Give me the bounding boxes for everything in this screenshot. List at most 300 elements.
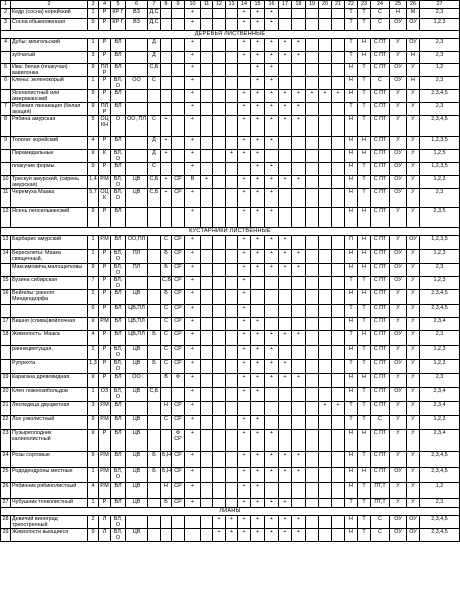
table-cell: У	[390, 430, 407, 452]
table-cell: 9	[1, 137, 11, 150]
table-cell: 1	[88, 236, 99, 250]
table-cell: +	[279, 176, 292, 189]
table-cell	[201, 64, 213, 77]
table-cell: С ПТ	[371, 52, 390, 64]
table-cell: СР	[172, 416, 185, 430]
table-cell	[213, 208, 226, 228]
table-cell: С ПТ	[371, 176, 390, 189]
table-cell	[126, 150, 148, 163]
table-cell: 2,3	[420, 39, 460, 52]
table-cell	[226, 163, 238, 176]
table-cell	[226, 452, 238, 468]
table-cell	[161, 529, 172, 542]
table-cell	[126, 103, 148, 116]
table-cell	[201, 346, 213, 360]
table-cell	[148, 499, 161, 508]
table-cell: +	[279, 468, 292, 483]
table-cell: +	[251, 39, 265, 52]
table-cell	[319, 468, 332, 483]
table-cell: Н	[345, 90, 358, 103]
table-cell: Р	[99, 19, 111, 31]
table-cell: С ПТ	[371, 360, 390, 374]
table-cell	[226, 290, 238, 305]
table-cell: ОУ	[390, 189, 407, 208]
table-cell: У	[390, 208, 407, 228]
table-cell: +	[265, 331, 279, 346]
table-cell: Т	[345, 39, 358, 52]
table-cell: 13	[1, 236, 11, 250]
section-header-row	[1, 228, 460, 236]
table-cell: +	[319, 402, 332, 416]
table-cell	[126, 208, 148, 228]
table-cell	[319, 499, 332, 508]
table-cell: Р.М	[99, 318, 111, 331]
table-cell: +	[185, 39, 201, 52]
table-cell: 11	[1, 189, 11, 208]
table-cell: Р.М	[99, 452, 111, 468]
table-cell: ЦВ	[126, 468, 148, 483]
table-cell: +	[279, 250, 292, 264]
table-row	[1, 483, 460, 499]
table-cell: +	[292, 116, 306, 137]
table-cell: СР	[172, 499, 185, 508]
table-cell: С ПТ	[371, 388, 390, 402]
table-cell	[306, 318, 319, 331]
table-cell: +	[161, 189, 172, 208]
table-cell	[126, 516, 148, 529]
table-cell: 6	[88, 305, 99, 318]
table-cell	[306, 116, 319, 137]
table-cell: КР Г	[111, 9, 126, 19]
table-cell	[292, 208, 306, 228]
table-cell: 2,3,4	[420, 318, 460, 331]
table-row	[1, 264, 460, 277]
table-cell	[319, 305, 332, 318]
table-cell: 9	[88, 416, 99, 430]
table-cell: +	[265, 52, 279, 64]
table-cell: ВЛ	[111, 52, 126, 64]
table-cell: 14	[1, 250, 11, 264]
table-cell: +	[265, 360, 279, 374]
table-cell: +	[251, 430, 265, 452]
table-cell: Н	[358, 264, 371, 277]
table-cell	[226, 64, 238, 77]
table-cell: 18	[1, 331, 11, 346]
table-cell: +	[185, 468, 201, 483]
table-cell: Т	[358, 499, 371, 508]
table-cell: 5,7	[88, 189, 99, 208]
species-name-cell: Карагана древовидная.	[11, 374, 88, 388]
table-cell: ОУ	[390, 150, 407, 163]
table-cell	[238, 64, 251, 77]
table-cell: С ПТ	[371, 39, 390, 52]
table-cell: Н	[345, 116, 358, 137]
table-cell	[226, 208, 238, 228]
table-cell: Р.М	[99, 468, 111, 483]
table-cell: Т	[345, 402, 358, 416]
table-cell: +	[185, 236, 201, 250]
table-cell	[213, 19, 226, 31]
table-cell: У	[407, 483, 420, 499]
table-cell: Т	[358, 318, 371, 331]
table-cell	[1, 346, 11, 360]
table-cell	[306, 516, 319, 529]
column-number: 15	[251, 1, 265, 9]
table-cell	[201, 416, 213, 430]
table-cell	[306, 208, 319, 228]
table-cell: ВЛ	[111, 318, 126, 331]
table-cell: ВЛ	[111, 430, 126, 452]
species-name-cell: Леспедеца двуцветная	[11, 402, 88, 416]
table-cell: С	[371, 516, 390, 529]
table-cell: +	[185, 318, 201, 331]
table-cell: +	[279, 331, 292, 346]
table-cell	[226, 305, 238, 318]
table-cell	[332, 189, 345, 208]
table-cell: К	[99, 150, 111, 163]
table-cell: СР	[172, 452, 185, 468]
table-cell: +	[292, 468, 306, 483]
column-number: 27	[420, 1, 460, 9]
table-cell	[126, 402, 148, 416]
table-cell: Н	[345, 346, 358, 360]
table-cell	[292, 64, 306, 77]
table-cell	[213, 150, 226, 163]
table-cell	[201, 77, 213, 90]
table-cell: +	[185, 19, 201, 31]
table-cell: +	[265, 250, 279, 264]
table-cell	[148, 516, 161, 529]
table-cell	[306, 250, 319, 264]
table-row	[1, 163, 460, 176]
table-cell	[201, 516, 213, 529]
table-row	[1, 176, 460, 189]
table-cell: ОУ	[407, 19, 420, 31]
table-cell	[292, 277, 306, 290]
table-cell	[279, 318, 292, 331]
table-cell: +	[238, 331, 251, 346]
table-cell: 9	[88, 318, 99, 331]
table-cell: +	[292, 264, 306, 277]
table-cell	[332, 499, 345, 508]
table-cell: У	[407, 64, 420, 77]
species-name-cell: Черемуха Маака	[11, 189, 88, 208]
table-cell	[172, 52, 185, 64]
table-cell	[201, 150, 213, 163]
table-cell	[226, 346, 238, 360]
table-cell: +	[292, 250, 306, 264]
table-cell	[306, 452, 319, 468]
table-cell: ВЛ	[111, 64, 126, 77]
table-row	[1, 529, 460, 542]
table-cell: Т	[358, 9, 371, 19]
table-row	[1, 416, 460, 430]
table-cell: Р	[99, 9, 111, 19]
table-cell: У	[390, 52, 407, 64]
table-cell	[279, 77, 292, 90]
table-cell: Т	[358, 452, 371, 468]
table-cell	[306, 52, 319, 64]
species-name-cell: Ива: белая (плакучая) вавилонка	[11, 64, 88, 77]
table-cell: +	[185, 430, 201, 452]
table-cell: +	[185, 388, 201, 402]
table-cell: 1	[88, 388, 99, 402]
table-cell: ВЛ	[111, 103, 126, 116]
table-cell: ОУ	[390, 529, 407, 542]
table-cell: Д,С	[148, 9, 161, 19]
table-cell	[251, 290, 265, 305]
table-cell: Р	[99, 137, 111, 150]
table-cell: С,В	[161, 277, 172, 290]
table-cell: 1,2,3,5	[420, 163, 460, 176]
table-row	[1, 402, 460, 416]
table-cell	[213, 318, 226, 331]
table-cell: ЦВ	[126, 430, 148, 452]
table-cell: +	[292, 176, 306, 189]
table-cell: Т	[345, 416, 358, 430]
table-cell: 3	[88, 402, 99, 416]
species-name-cell: Дубы: монгольский	[11, 39, 88, 52]
table-cell	[332, 416, 345, 430]
table-cell	[292, 402, 306, 416]
table-cell: Т	[345, 19, 358, 31]
table-cell: 1,2,3	[420, 360, 460, 374]
table-cell: У	[407, 90, 420, 103]
table-cell: У	[390, 39, 407, 52]
table-cell: 10	[1, 176, 11, 189]
table-cell: Т	[345, 103, 358, 116]
table-cell: Н	[358, 236, 371, 250]
table-cell: Н	[358, 430, 371, 452]
table-cell	[148, 290, 161, 305]
table-cell: ВЛ	[111, 39, 126, 52]
table-cell: Ф	[172, 374, 185, 388]
table-cell: 6	[1, 77, 11, 90]
table-row	[1, 374, 460, 388]
species-name-cell: Бересклеты: Маака священный,	[11, 250, 88, 264]
table-cell	[126, 137, 148, 150]
table-cell: СР	[172, 305, 185, 318]
table-cell: ВЛ	[111, 208, 126, 228]
table-cell: 1,2,3	[420, 250, 460, 264]
table-cell	[226, 374, 238, 388]
species-name-cell: Робиния лжеакация (белая акация)	[11, 103, 88, 116]
table-cell	[238, 402, 251, 416]
table-cell: У	[407, 468, 420, 483]
table-cell: 9	[88, 64, 99, 77]
table-cell: У	[390, 137, 407, 150]
table-cell: Б,Н	[161, 452, 172, 468]
species-name-cell: Рябинник рябинолистный	[11, 483, 88, 499]
table-cell	[306, 416, 319, 430]
table-cell: ВЛ	[111, 374, 126, 388]
table-cell	[279, 402, 292, 416]
table-cell: С	[161, 416, 172, 430]
table-cell: +	[265, 19, 279, 31]
table-cell: +	[279, 90, 292, 103]
table-cell: 2,3,4,5	[420, 305, 460, 318]
table-cell	[148, 90, 161, 103]
table-cell: СР	[172, 290, 185, 305]
table-cell: Н	[358, 150, 371, 163]
table-cell: Н	[345, 77, 358, 90]
table-cell	[279, 388, 292, 402]
table-cell: Т	[358, 416, 371, 430]
table-cell: +	[292, 90, 306, 103]
table-cell	[332, 452, 345, 468]
table-cell: ЦВ	[126, 388, 148, 402]
table-cell: +	[306, 90, 319, 103]
table-cell: +	[251, 64, 265, 77]
table-cell: 2,3,4	[420, 402, 460, 416]
table-cell: 2,3,4	[420, 430, 460, 452]
table-cell	[201, 163, 213, 176]
table-cell: С ПТ	[371, 468, 390, 483]
table-cell: С	[148, 116, 161, 137]
table-cell: 9	[88, 208, 99, 228]
table-cell: ОУ	[390, 264, 407, 277]
table-cell: ЦВ	[126, 452, 148, 468]
table-cell: У	[390, 305, 407, 318]
table-cell: Р	[99, 305, 111, 318]
table-cell: Б	[161, 264, 172, 277]
table-cell: 8	[1, 116, 11, 137]
table-cell	[279, 189, 292, 208]
table-cell: Т	[358, 103, 371, 116]
species-name-cell: Вейгелы: ранняя Миндендорфа	[11, 290, 88, 305]
table-cell	[306, 9, 319, 19]
table-cell	[265, 402, 279, 416]
table-cell: 4	[88, 331, 99, 346]
table-cell: +	[238, 103, 251, 116]
table-cell: 4	[88, 137, 99, 150]
table-cell	[332, 236, 345, 250]
table-cell	[185, 516, 201, 529]
table-cell: ЦВ	[126, 529, 148, 542]
table-cell: ВЛ	[111, 137, 126, 150]
table-cell	[292, 305, 306, 318]
table-cell: ВЛ, О	[111, 77, 126, 90]
table-cell	[319, 77, 332, 90]
table-cell: +	[265, 103, 279, 116]
table-cell: +	[238, 529, 251, 542]
table-row	[1, 360, 460, 374]
table-cell: 21	[1, 402, 11, 416]
table-cell	[279, 150, 292, 163]
table-cell	[332, 529, 345, 542]
table-cell: 4	[88, 483, 99, 499]
table-cell: Ф СР	[172, 430, 185, 452]
table-cell: 9	[88, 150, 99, 163]
table-cell: +	[238, 374, 251, 388]
table-cell: С	[148, 77, 161, 90]
table-cell: У	[390, 318, 407, 331]
table-cell: +	[251, 176, 265, 189]
table-cell	[306, 103, 319, 116]
table-cell: 2,3	[420, 9, 460, 19]
table-cell: ВЛ	[111, 163, 126, 176]
table-cell: +	[279, 374, 292, 388]
table-cell: Б	[148, 331, 161, 346]
table-cell: Б	[161, 250, 172, 264]
table-cell: 2,3	[420, 499, 460, 508]
column-number: 26	[407, 1, 420, 9]
table-cell: +	[185, 331, 201, 346]
table-cell: +	[265, 346, 279, 360]
table-cell	[172, 9, 185, 19]
table-cell	[161, 77, 172, 90]
table-cell	[319, 483, 332, 499]
table-cell	[279, 346, 292, 360]
table-cell: +	[265, 236, 279, 250]
table-cell: ЦВ	[126, 189, 148, 208]
table-cell: +	[185, 290, 201, 305]
species-name-cell: Пузыреплодник калинолистный	[11, 430, 88, 452]
table-cell	[292, 150, 306, 163]
table-cell: Р	[99, 331, 111, 346]
table-cell: Т	[345, 277, 358, 290]
table-cell: 17	[1, 318, 11, 331]
table-cell: У	[390, 103, 407, 116]
species-name-cell: Клен ложнозибольдов	[11, 388, 88, 402]
table-cell: Р.М	[99, 483, 111, 499]
table-cell	[213, 189, 226, 208]
table-cell	[279, 64, 292, 77]
table-cell: У	[407, 116, 420, 137]
table-cell	[213, 277, 226, 290]
table-cell: +	[238, 189, 251, 208]
column-number: 13	[226, 1, 238, 9]
table-cell: С ПТ	[371, 163, 390, 176]
species-name-cell: плакучие формы	[11, 163, 88, 176]
table-cell: +	[251, 9, 265, 19]
table-cell: +	[238, 52, 251, 64]
table-cell	[148, 374, 161, 388]
table-cell	[319, 52, 332, 64]
table-cell: ВЛ, О	[111, 346, 126, 360]
table-cell: Р	[99, 360, 111, 374]
table-cell	[251, 402, 265, 416]
table-cell: +	[201, 176, 213, 189]
column-number: 3	[88, 1, 99, 9]
table-cell: +	[185, 163, 201, 176]
table-cell: ОО	[126, 374, 148, 388]
table-cell: ЦВ	[126, 360, 148, 374]
table-cell: ОО,ПЛ	[126, 236, 148, 250]
table-cell: ВЛ	[111, 90, 126, 103]
column-number: 16	[265, 1, 279, 9]
table-cell: Н	[345, 388, 358, 402]
table-cell: Р	[99, 77, 111, 90]
table-cell: С	[148, 163, 161, 176]
table-cell: 9	[88, 19, 99, 31]
table-row	[1, 90, 460, 103]
table-cell	[226, 9, 238, 19]
table-cell: У	[407, 416, 420, 430]
table-cell: 16	[1, 290, 11, 305]
table-cell: ОЗ	[99, 388, 111, 402]
table-cell: 9	[88, 430, 99, 452]
table-cell	[319, 137, 332, 150]
species-name-cell: Трескун амурский, (сирень амурская)	[11, 176, 88, 189]
table-cell: +	[279, 52, 292, 64]
table-row	[1, 318, 460, 331]
table-cell	[306, 529, 319, 542]
table-cell: ОУ	[390, 468, 407, 483]
species-name-cell: Розы сортовые	[11, 452, 88, 468]
table-cell: 26	[1, 483, 11, 499]
table-cell: С ПТ	[371, 346, 390, 360]
